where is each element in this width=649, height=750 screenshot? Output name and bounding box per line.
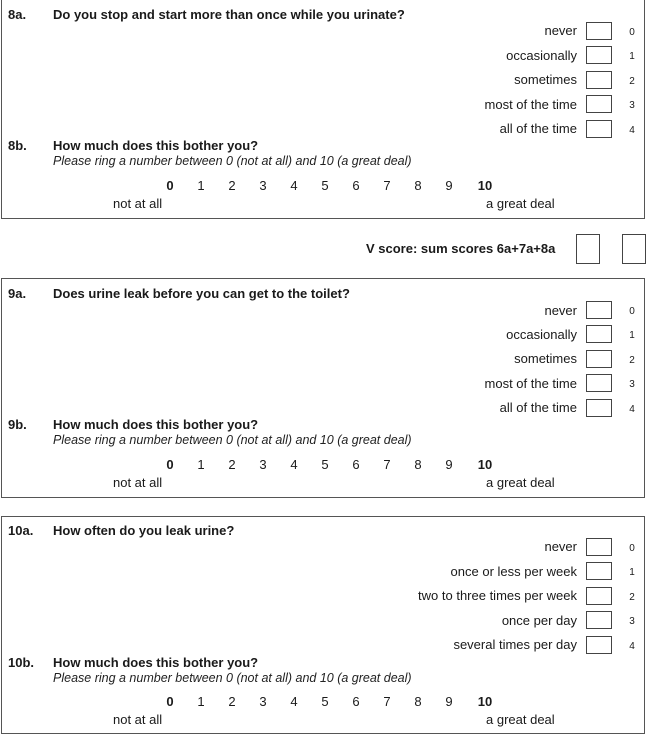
answer-checkbox-sometimes[interactable] [586, 350, 612, 368]
answer-checkbox-never[interactable] [586, 301, 612, 319]
question-text: How much does this bother you? [53, 655, 259, 670]
question-number: 10a. [8, 523, 34, 538]
scale-low-label: not at all [113, 475, 163, 490]
answer-checkbox-occasionally[interactable] [586, 46, 612, 64]
option-label: all of the time [499, 121, 577, 136]
option-label: several times per day [453, 637, 577, 652]
option-label: once per day [501, 613, 577, 628]
rating-scale [2, 694, 644, 734]
scale-number-2[interactable]: 2 [228, 178, 236, 193]
scale-number-10[interactable]: 10 [477, 178, 493, 193]
scale-number-9[interactable]: 9 [445, 178, 453, 193]
question-number: 9a. [8, 286, 27, 301]
v-score-box-tens[interactable] [576, 234, 600, 264]
option-score: 2 [629, 76, 635, 87]
scale-number-3[interactable]: 3 [259, 178, 267, 193]
answer-checkbox-all-of-the-time[interactable] [586, 120, 612, 138]
scale-number-3[interactable]: 3 [259, 457, 267, 472]
answer-checkbox-occasionally[interactable] [586, 325, 612, 343]
scale-number-0[interactable]: 0 [166, 457, 174, 472]
scale-number-3[interactable]: 3 [259, 694, 267, 709]
question-text: Does urine leak before you can get to the toilet? [53, 286, 350, 301]
answer-checkbox-never[interactable] [586, 22, 612, 40]
scale-number-4[interactable]: 4 [290, 694, 298, 709]
option-score: 3 [629, 100, 635, 111]
option-score: 0 [629, 27, 635, 38]
answer-checkbox-most-of-the-time[interactable] [586, 95, 612, 113]
option-label: occasionally [506, 48, 577, 63]
answer-checkbox-two-to-three-times-per-week[interactable] [586, 587, 612, 605]
scale-number-8[interactable]: 8 [414, 178, 422, 193]
option-score: 0 [629, 543, 635, 554]
question-text: How much does this bother you? [53, 417, 259, 432]
question-8-section [1, 0, 645, 219]
question-number: 9b. [8, 417, 27, 432]
answer-checkbox-once-per-day[interactable] [586, 611, 612, 629]
answer-checkbox-most-of-the-time[interactable] [586, 374, 612, 392]
rating-scale [2, 178, 644, 218]
instruction-text: Please ring a number between 0 (not at all) and 10 (a great deal) [53, 433, 412, 447]
option-label: once or less per week [450, 564, 577, 579]
option-score: 1 [629, 330, 635, 341]
question-10-section [1, 516, 645, 734]
option-label: occasionally [506, 327, 577, 342]
option-label: sometimes [514, 72, 577, 87]
scale-number-5[interactable]: 5 [321, 694, 329, 709]
scale-number-1[interactable]: 1 [197, 178, 205, 193]
option-score: 2 [629, 592, 635, 603]
scale-number-7[interactable]: 7 [383, 457, 391, 472]
scale-number-6[interactable]: 6 [352, 694, 360, 709]
question-number: 10b. [8, 655, 35, 670]
option-label: most of the time [484, 97, 577, 112]
option-score: 1 [629, 567, 635, 578]
question-number: 8a. [8, 7, 27, 22]
option-label: never [544, 23, 577, 38]
scale-number-4[interactable]: 4 [290, 457, 298, 472]
option-label: most of the time [484, 376, 577, 391]
scale-number-10[interactable]: 10 [477, 457, 493, 472]
scale-number-8[interactable]: 8 [414, 457, 422, 472]
scale-number-10[interactable]: 10 [477, 694, 493, 709]
option-label: never [544, 539, 577, 554]
answer-checkbox-several-times-per-day[interactable] [586, 636, 612, 654]
option-score: 0 [629, 306, 635, 317]
scale-number-9[interactable]: 9 [445, 457, 453, 472]
instruction-text: Please ring a number between 0 (not at all) and 10 (a great deal) [53, 154, 412, 168]
option-label: all of the time [499, 400, 577, 415]
question-9-section [1, 278, 645, 498]
scale-number-5[interactable]: 5 [321, 178, 329, 193]
option-score: 4 [629, 404, 635, 415]
scale-number-1[interactable]: 1 [197, 457, 205, 472]
option-score: 4 [629, 641, 635, 652]
scale-number-1[interactable]: 1 [197, 694, 205, 709]
question-text: How much does this bother you? [53, 138, 259, 153]
scale-number-6[interactable]: 6 [352, 457, 360, 472]
scale-number-7[interactable]: 7 [383, 178, 391, 193]
answer-checkbox-sometimes[interactable] [586, 71, 612, 89]
rating-scale [2, 457, 644, 497]
v-score-box-units[interactable] [622, 234, 646, 264]
scale-low-label: not at all [113, 196, 163, 211]
scale-high-label: a great deal [486, 475, 555, 490]
scale-number-2[interactable]: 2 [228, 457, 236, 472]
option-score: 2 [629, 355, 635, 366]
scale-number-5[interactable]: 5 [321, 457, 329, 472]
scale-number-7[interactable]: 7 [383, 694, 391, 709]
scale-number-4[interactable]: 4 [290, 178, 298, 193]
instruction-text: Please ring a number between 0 (not at all) and 10 (a great deal) [53, 671, 412, 685]
option-score: 3 [629, 616, 635, 627]
scale-number-9[interactable]: 9 [445, 694, 453, 709]
question-text: How often do you leak urine? [53, 523, 235, 538]
scale-number-0[interactable]: 0 [166, 694, 174, 709]
option-score: 3 [629, 379, 635, 390]
scale-number-8[interactable]: 8 [414, 694, 422, 709]
answer-checkbox-never[interactable] [586, 538, 612, 556]
option-label: sometimes [514, 351, 577, 366]
question-text: Do you stop and start more than once while you urinate? [53, 7, 405, 22]
answer-checkbox-all-of-the-time[interactable] [586, 399, 612, 417]
scale-low-label: not at all [113, 712, 163, 727]
question-number: 8b. [8, 138, 27, 153]
scale-number-0[interactable]: 0 [166, 178, 174, 193]
v-score-label: V score: sum scores 6a+7a+8a [366, 241, 556, 256]
option-label: never [544, 303, 577, 318]
answer-checkbox-once-or-less-per-week[interactable] [586, 562, 612, 580]
scale-high-label: a great deal [486, 712, 555, 727]
scale-high-label: a great deal [486, 196, 555, 211]
scale-number-6[interactable]: 6 [352, 178, 360, 193]
scale-number-2[interactable]: 2 [228, 694, 236, 709]
option-label: two to three times per week [418, 588, 577, 603]
option-score: 1 [629, 51, 635, 62]
option-score: 4 [629, 125, 635, 136]
